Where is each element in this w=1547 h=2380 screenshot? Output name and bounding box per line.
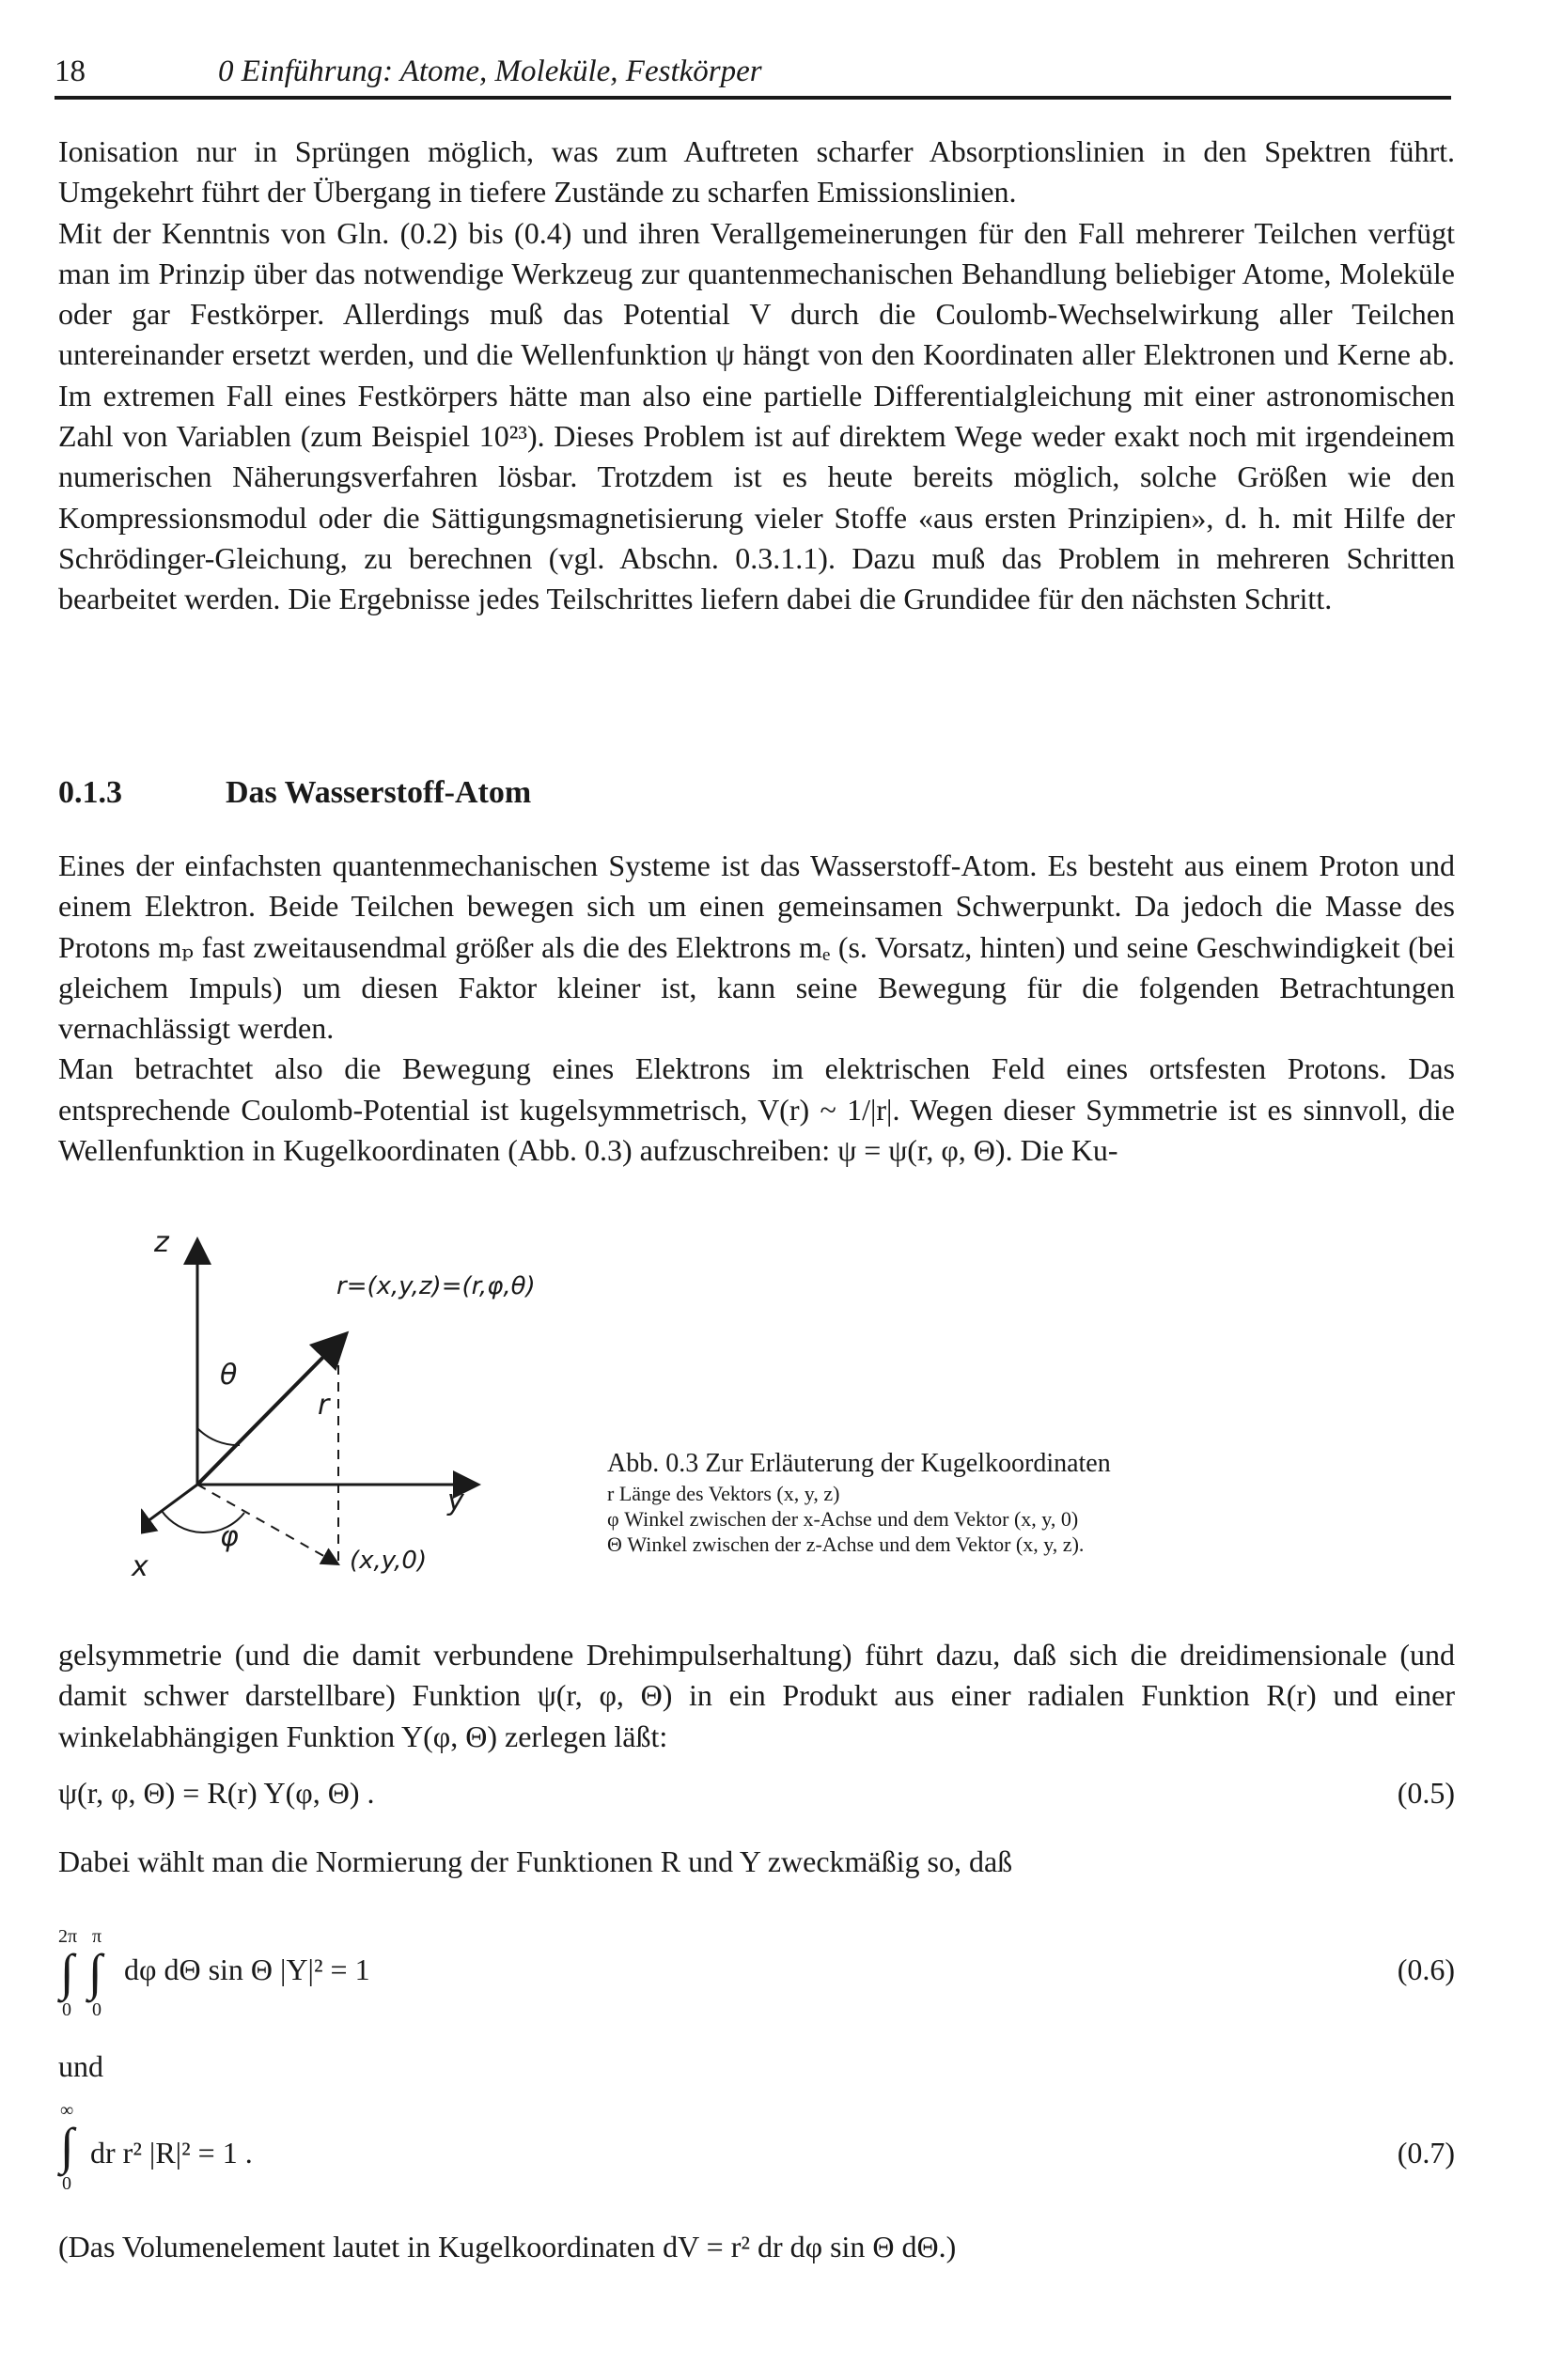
paragraph-separation: gelsymmetrie (und die damit verbundene Drehimpulserhaltung) führt dazu, daß sich die dreidimensionale (und damit schwer darstellbare) Funktion ψ(r, φ, Θ) in ein Produkt aus einer radialen Funktion R(r) und einer winkelabhängigen Funktion Y(φ, Θ) zerlegen läßt: bbox=[58, 1638, 1455, 1753]
integral-sign-inner: ∫ bbox=[88, 1944, 102, 2000]
projection-vector bbox=[197, 1485, 334, 1562]
figure-spherical-coordinates bbox=[132, 1226, 573, 1597]
label-r: r bbox=[318, 1389, 330, 1422]
equation-0-5-body: ψ(r, φ, Θ) = R(r) Y(φ, Θ) . bbox=[58, 1776, 375, 1810]
caption-title: Abb. 0.3 Zur Erläuterung der Kugelkoordinaten bbox=[607, 1449, 1111, 1478]
paragraph-volume-element: (Das Volumenelement lautet in Kugelkoordinaten dV = r² dr dφ sin Θ dΘ.) bbox=[58, 2230, 957, 2263]
equation-0-5-number: (0.5) bbox=[1397, 1776, 1455, 1810]
hydrogen-text bbox=[58, 846, 1455, 1171]
eq07-upper-limit: ∞ bbox=[60, 2100, 74, 2121]
running-title: 0 Einführung: Atome, Moleküle, Festkörper bbox=[218, 54, 762, 88]
eq06-upper-limit-theta: π bbox=[92, 1926, 102, 1947]
eq07-lower-limit: 0 bbox=[62, 2173, 71, 2194]
caption-row-phi: φ Winkel zwischen der x-Achse und dem Vektor (x, y, 0) bbox=[607, 1507, 1079, 1531]
page-header bbox=[55, 54, 1451, 100]
eq06-lower-limit-phi: 0 bbox=[62, 1999, 71, 2020]
paragraph-normalization: Dabei wählt man die Normierung der Funktionen R und Y zweckmäßig so, daß bbox=[58, 1844, 1013, 1878]
separation-text bbox=[58, 1635, 1455, 1757]
eq06-lower-limit-theta: 0 bbox=[92, 1999, 102, 2020]
section-heading bbox=[58, 775, 531, 811]
equation-0-5 bbox=[58, 1776, 1455, 1817]
paragraph-und: und bbox=[58, 2049, 103, 2083]
integral-sign-outer: ∫ bbox=[60, 1944, 74, 2000]
label-theta: θ bbox=[220, 1359, 238, 1392]
label-point: r=(x,y,z)=(r,φ,θ) bbox=[336, 1272, 536, 1300]
paragraph-coulomb: Man betrachtet also die Bewegung eines Elektrons im elektrischen Feld eines ortsfesten Protons. Das entsprechende Coulomb-Potential ist kugelsymmetrisch, V(r) ~ 1/|r|. Wegen dieser Symmetrie ist es sinnvoll, die Wellenfunktion in Kugelkoordinaten (Abb. 0.3) aufzuschreiben: ψ = ψ(r, φ, Θ). Die Ku- bbox=[58, 1051, 1455, 1168]
equation-0-6-number: (0.6) bbox=[1397, 1952, 1455, 1986]
intro-text bbox=[58, 132, 1455, 620]
equation-0-6-body: dφ dΘ sin Θ |Y|² = 1 bbox=[124, 1952, 370, 1986]
label-y: y bbox=[447, 1485, 464, 1517]
integral-sign: ∫ bbox=[60, 2118, 74, 2174]
caption-row-r: r Länge des Vektors (x, y, z) bbox=[607, 1482, 840, 1505]
und-text bbox=[58, 2046, 1455, 2087]
equation-0-6 bbox=[58, 1926, 1455, 2020]
equation-0-7-body: dr r² |R|² = 1 . bbox=[90, 2136, 253, 2170]
section-title: Das Wasserstoff-Atom bbox=[226, 775, 532, 810]
paragraph-hydrogen: Eines der einfachsten quantenmechanischen Systeme ist das Wasserstoff-Atom. Es besteht aus einem Proton und einem Elektron. Beide Teilchen bewegen sich um einen gemeinsamen Schwerpunkt. Da jedoch die Masse des Protons mₚ fast zweitausendmal größer als die des Elektrons mₑ (s. Vorsatz, hinten) und seine Geschwindigkeit (bei gleichem Impuls) um diesen Faktor kleiner ist, kann seine Bewegung für die folgenden Betrachtungen vernachlässigt werden. bbox=[58, 848, 1455, 1046]
caption-row-theta: Θ Winkel zwischen der z-Achse und dem Vektor (x, y, z). bbox=[607, 1532, 1085, 1556]
x-axis bbox=[141, 1485, 197, 1530]
volume-element-text bbox=[58, 2227, 1455, 2267]
section-number: 0.1.3 bbox=[58, 775, 122, 810]
paragraph-ionisation: Ionisation nur in Sprüngen möglich, was zum Auftreten scharfer Absorptionslinien in den Spektren führt. Umgekehrt führt der Übergang in tiefere Zustände zu scharfen Emissionslinien. bbox=[58, 134, 1455, 210]
label-phi: φ bbox=[220, 1520, 239, 1553]
label-x: x bbox=[132, 1550, 148, 1583]
paragraph-schroedinger: Mit der Kenntnis von Gln. (0.2) bis (0.4) und ihren Verallgemeinerungen für den Fall mehrerer Teilchen verfügt man im Prinzip über das notwendige Werkzeug zur quantenmechanischen Behandlung beliebiger Atome, Moleküle oder gar Festkörper. Allerdings muß das Potential V durch die Coulomb-Wechselwirkung aller Teilchen untereinander ersetzt werden, und die Wellenfunktion ψ hängt von den Koordinaten aller Elektronen und Kerne ab. Im extremen Fall eines Festkörpers hätte man also eine partielle Differentialgleichung mit einer astronomischen Zahl von Variablen (zum Beispiel 10²³). Dieses Problem ist auf direktem Wege weder exakt noch mit irgendeinem numerischen Näherungsverfahren lösbar. Trotzdem ist es heute bereits möglich, solche Größen wie den Kompressionsmodul oder die Sättigungsmagnetisierung vieler Stoffe «aus ersten Prinzipien», d. h. mit Hilfe der Schrödinger-Gleichung, zu berechnen (vgl. Abschn. 0.3.1.1). Dazu muß das Problem in mehreren Schritten bearbeitet werden. Die Ergebnisse jedes Teilschrittes liefern dabei die Grundidee für den nächsten Schritt. bbox=[58, 215, 1455, 616]
normalization-text bbox=[58, 1842, 1455, 1882]
equation-0-7 bbox=[58, 2100, 1455, 2194]
equation-0-7-number: (0.7) bbox=[1397, 2136, 1455, 2170]
label-projection: (x,y,0) bbox=[350, 1547, 428, 1575]
page-number: 18 bbox=[55, 54, 86, 88]
eq06-upper-limit-phi: 2π bbox=[58, 1926, 78, 1947]
label-z: z bbox=[154, 1226, 169, 1259]
figure-caption bbox=[607, 1447, 1453, 1557]
theta-arc bbox=[197, 1428, 240, 1445]
